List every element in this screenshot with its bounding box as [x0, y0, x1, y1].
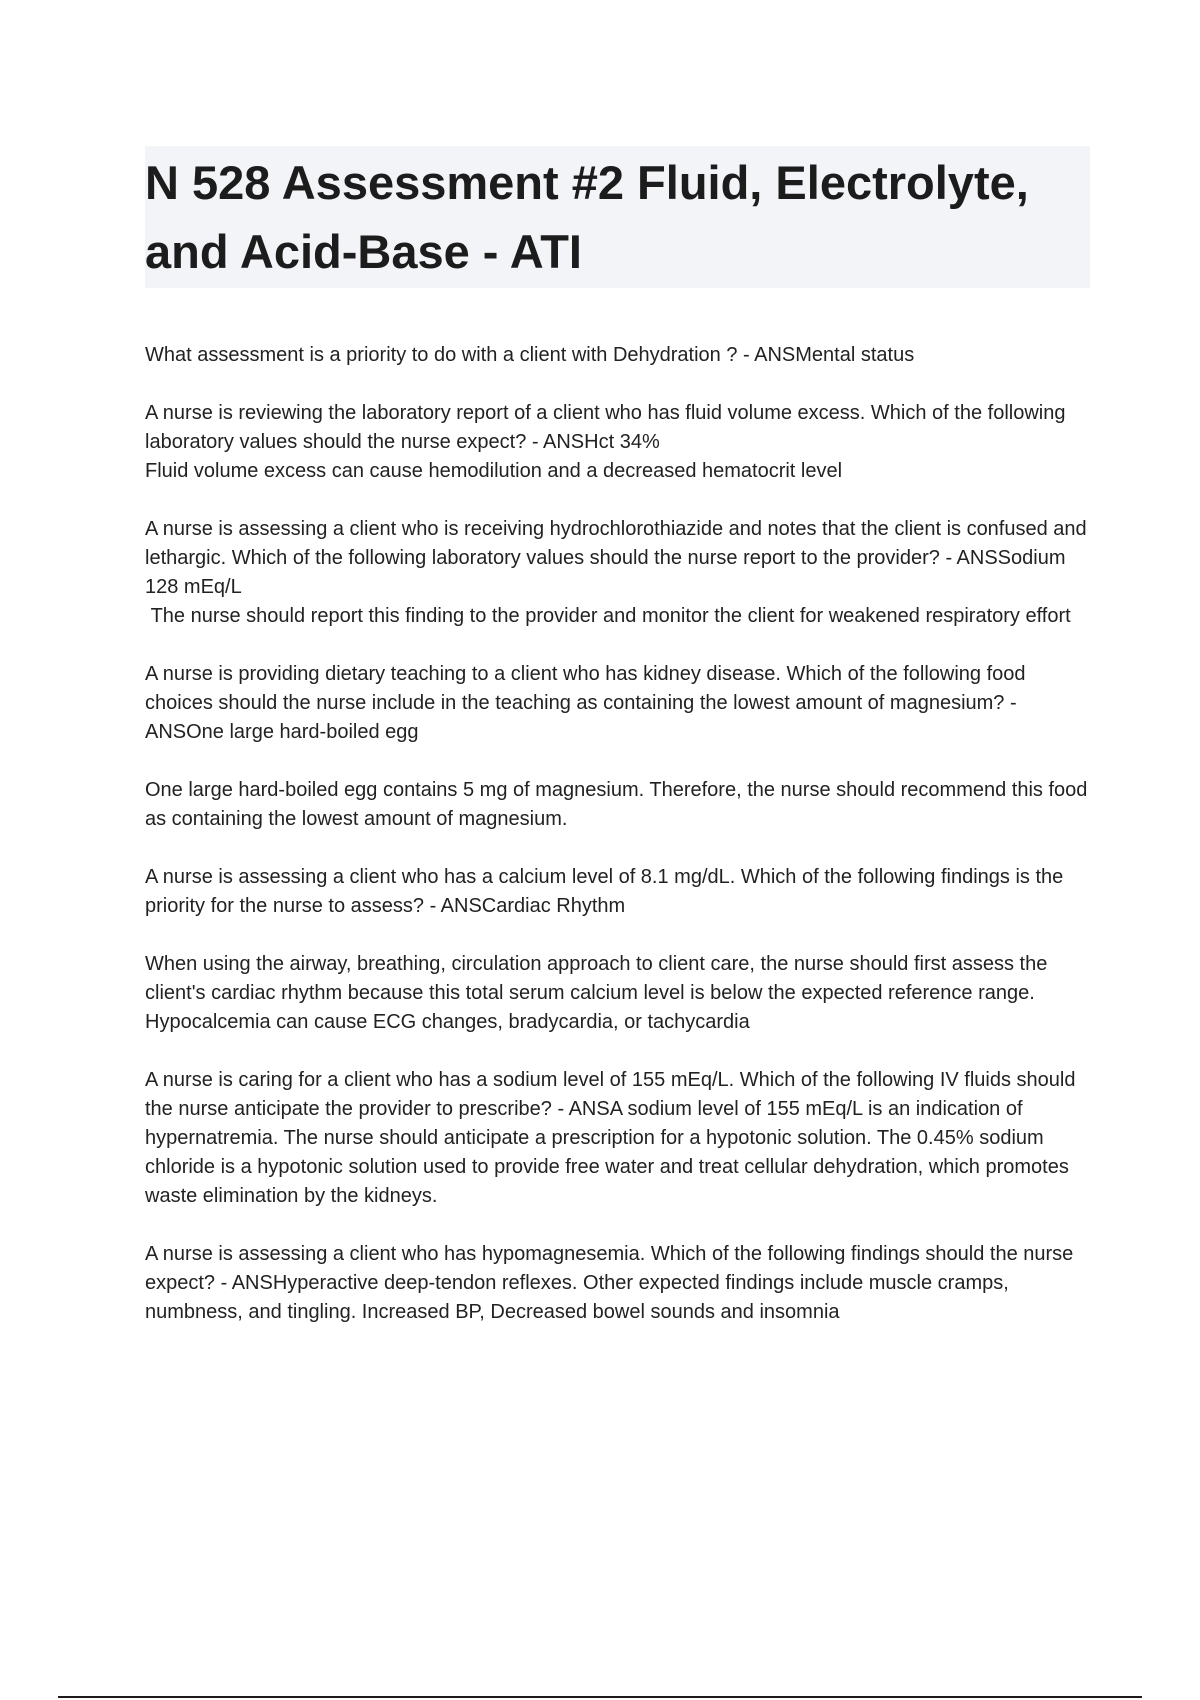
qa-entry-1	[145, 341, 1095, 370]
qa-explanation: Fluid volume excess can cause hemodilution and a decreased hematocrit level	[145, 460, 843, 482]
paragraph-gap	[145, 747, 1095, 776]
qa-entry-7	[145, 1240, 1095, 1327]
qa-text: A nurse is assessing a client who has hypomagnesemia. Which of the following findings should the nurse expect? - ANSHyperactive deep-tendon reflexes. Other expected findings include muscle cramps, numbness, and tingling. Increased BP, Decreased bowel sounds and insomnia	[145, 1243, 1074, 1323]
qa-text: A nurse is providing dietary teaching to a client who has kidney disease. Which of the following food choices should the nurse include in the teaching as containing the lowest amount of magnesium? - ANSOne large hard-boiled egg	[145, 663, 1026, 743]
title-block	[145, 146, 1090, 288]
qa-text: A nurse is caring for a client who has a sodium level of 155 mEq/L. Which of the following IV fluids should the nurse anticipate the provider to prescribe? - ANSA sodium level of 155 mEq/L is an indication of hypernatremia. The nurse should anticipate a prescription for a hypotonic solution. The 0.45% sodium chloride is a hypotonic solution used to provide free water and treat cellular dehydration, which promotes waste elimination by the kidneys.	[145, 1069, 1076, 1207]
qa-text: What assessment is a priority to do with a client with Dehydration ? - ANSMental status	[145, 344, 915, 366]
qa-entry-2	[145, 399, 1095, 486]
qa-explanation: When using the airway, breathing, circulation approach to client care, the nurse should first assess the client's cardiac rhythm because this total serum calcium level is below the expected reference range. Hypocalcemia can cause ECG changes, bradycardia, or tachycardia	[145, 953, 1048, 1033]
paragraph-gap	[145, 921, 1095, 950]
qa-explanation: One large hard-boiled egg contains 5 mg of magnesium. Therefore, the nurse should recommend this food as containing the lowest amount of magnesium.	[145, 779, 1088, 830]
document-body	[145, 341, 1095, 1356]
qa-entry-6	[145, 1066, 1095, 1211]
document-title: N 528 Assessment #2 Fluid, Electrolyte, and Acid-Base - ATI	[145, 156, 1029, 278]
qa-entry-5	[145, 863, 1095, 1037]
qa-entry-3	[145, 515, 1095, 631]
qa-text: A nurse is reviewing the laboratory report of a client who has fluid volume excess. Which of the following laboratory values should the nurse expect? - ANSHct 34%	[145, 402, 1066, 453]
qa-text: A nurse is assessing a client who has a calcium level of 8.1 mg/dL. Which of the following findings is the priority for the nurse to assess? - ANSCardiac Rhythm	[145, 866, 1064, 917]
footer-rule	[58, 1696, 1142, 1698]
qa-text: A nurse is assessing a client who is receiving hydrochlorothiazide and notes that the client is confused and lethargic. Which of the following laboratory values should the nurse report to the provider? - ANSSodium 128 mEq/L	[145, 518, 1087, 598]
qa-entry-4	[145, 660, 1095, 834]
qa-explanation: The nurse should report this finding to the provider and monitor the client for weakened respiratory effort	[145, 605, 1071, 627]
